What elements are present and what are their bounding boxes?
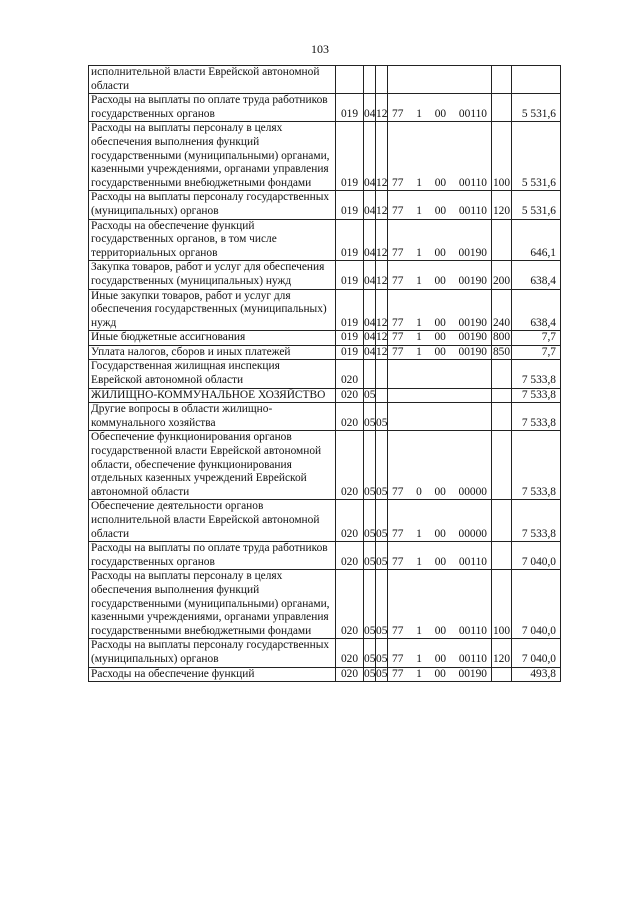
target-code-parts bbox=[388, 556, 491, 570]
row-subsection-code-cell: 05 bbox=[376, 542, 388, 570]
row-section-code-cell bbox=[364, 360, 376, 388]
target-code-part: 00110 bbox=[458, 555, 487, 568]
target-code-part: 00 bbox=[434, 624, 447, 637]
row-subsection-code-cell: 05 bbox=[376, 667, 388, 682]
row-ministry-code-cell: 020 bbox=[336, 360, 364, 388]
table-row bbox=[89, 360, 561, 388]
table-row bbox=[89, 500, 561, 542]
row-amount-cell: 493,8 bbox=[512, 667, 561, 682]
table-row bbox=[89, 94, 561, 122]
target-code-part: 00190 bbox=[458, 274, 487, 287]
row-target-code-cell bbox=[388, 261, 492, 289]
row-section-code-cell bbox=[364, 66, 376, 94]
target-code-part: 1 bbox=[416, 345, 422, 358]
row-amount-cell: 7 533,8 bbox=[512, 500, 561, 542]
row-amount-cell: 7 533,8 bbox=[512, 360, 561, 388]
row-ministry-code-cell: 020 bbox=[336, 500, 364, 542]
row-amount-cell: 7 040,0 bbox=[512, 639, 561, 667]
row-expense-type-cell: 100 bbox=[492, 122, 512, 191]
row-amount-cell: 7 533,8 bbox=[512, 431, 561, 500]
target-code-part: 77 bbox=[392, 527, 404, 540]
page-number: 103 bbox=[311, 42, 329, 56]
row-amount-cell: 7 533,8 bbox=[512, 388, 561, 403]
row-expense-type-cell bbox=[492, 66, 512, 94]
row-target-code-cell bbox=[388, 360, 492, 388]
target-code-parts bbox=[388, 108, 491, 122]
row-expense-type-cell: 120 bbox=[492, 639, 512, 667]
row-subsection-code-cell: 12 bbox=[376, 289, 388, 331]
table-row bbox=[89, 388, 561, 403]
target-code-part: 1 bbox=[416, 652, 422, 665]
target-code-part: 00190 bbox=[458, 667, 487, 680]
row-ministry-code-cell: 019 bbox=[336, 345, 364, 360]
row-subsection-code-cell: 12 bbox=[376, 94, 388, 122]
row-expense-type-cell bbox=[492, 500, 512, 542]
row-ministry-code-cell: 019 bbox=[336, 191, 364, 219]
budget-table bbox=[88, 65, 561, 682]
target-code-part: 00 bbox=[434, 204, 447, 217]
row-subsection-code-cell: 12 bbox=[376, 331, 388, 346]
row-section-code-cell: 05 bbox=[364, 667, 376, 682]
row-ministry-code-cell: 020 bbox=[336, 403, 364, 431]
row-target-code-cell bbox=[388, 431, 492, 500]
row-target-code-cell bbox=[388, 219, 492, 261]
row-name-cell: Уплата налогов, сборов и иных платежей bbox=[89, 345, 336, 360]
target-code-parts bbox=[388, 317, 491, 331]
row-ministry-code-cell: 019 bbox=[336, 219, 364, 261]
row-expense-type-cell bbox=[492, 388, 512, 403]
row-section-code-cell: 04 bbox=[364, 191, 376, 219]
target-code-part: 1 bbox=[416, 107, 422, 120]
target-code-part: 77 bbox=[392, 204, 404, 217]
target-code-parts bbox=[388, 331, 491, 345]
table-row bbox=[89, 667, 561, 682]
target-code-part: 00190 bbox=[458, 331, 487, 344]
target-code-part: 1 bbox=[416, 246, 422, 259]
row-section-code-cell: 05 bbox=[364, 403, 376, 431]
row-amount-cell: 7 040,0 bbox=[512, 570, 561, 639]
target-code-parts bbox=[388, 177, 491, 191]
row-name-cell: Расходы на выплаты персоналу государственных (муниципальных) органов bbox=[89, 191, 336, 219]
target-code-part: 00 bbox=[434, 485, 446, 498]
row-target-code-cell bbox=[388, 388, 492, 403]
target-code-part: 77 bbox=[392, 331, 404, 344]
row-name-cell: ЖИЛИЩНО-КОММУНАЛЬНОЕ ХОЗЯЙСТВО bbox=[89, 388, 336, 403]
row-amount-cell: 638,4 bbox=[512, 289, 561, 331]
row-section-code-cell: 04 bbox=[364, 219, 376, 261]
target-code-part: 00190 bbox=[458, 316, 487, 329]
table-row bbox=[89, 403, 561, 431]
row-expense-type-cell: 240 bbox=[492, 289, 512, 331]
target-code-part: 77 bbox=[392, 667, 404, 680]
table-row bbox=[89, 219, 561, 261]
table-row bbox=[89, 122, 561, 191]
target-code-part: 77 bbox=[392, 316, 404, 329]
row-name-cell: Расходы на выплаты персоналу в целях обеспечения выполнения функций государственными (муниципальными) органами, казенными учреждениями, органами управления государственными внебюджетными фондами bbox=[89, 570, 336, 639]
row-name-cell: Иные бюджетные ассигнования bbox=[89, 331, 336, 346]
row-subsection-code-cell bbox=[376, 360, 388, 388]
row-target-code-cell bbox=[388, 403, 492, 431]
row-section-code-cell: 04 bbox=[364, 94, 376, 122]
row-target-code-cell bbox=[388, 331, 492, 346]
table-row bbox=[89, 191, 561, 219]
row-subsection-code-cell: 05 bbox=[376, 500, 388, 542]
row-name-cell: Другие вопросы в области жилищно-коммунального хозяйства bbox=[89, 403, 336, 431]
target-code-part: 00 bbox=[434, 274, 446, 287]
row-ministry-code-cell: 019 bbox=[336, 331, 364, 346]
row-section-code-cell: 04 bbox=[364, 331, 376, 346]
target-code-part: 1 bbox=[416, 316, 422, 329]
target-code-part: 77 bbox=[392, 555, 404, 568]
target-code-parts bbox=[388, 205, 491, 219]
row-subsection-code-cell: 12 bbox=[376, 261, 388, 289]
target-code-part: 77 bbox=[392, 652, 404, 665]
row-name-cell: Обеспечение функционирования органов государственной власти Еврейской автономной области, обеспечение функционирования отдельных казенных учреждений Еврейской автономной области bbox=[89, 431, 336, 500]
target-code-part: 00 bbox=[434, 246, 446, 259]
target-code-part: 1 bbox=[416, 667, 422, 680]
row-subsection-code-cell bbox=[376, 388, 388, 403]
target-code-part: 00 bbox=[434, 652, 447, 665]
row-subsection-code-cell: 05 bbox=[376, 431, 388, 500]
row-amount-cell: 5 531,6 bbox=[512, 94, 561, 122]
table-row bbox=[89, 639, 561, 667]
row-target-code-cell bbox=[388, 500, 492, 542]
row-target-code-cell bbox=[388, 667, 492, 682]
row-target-code-cell bbox=[388, 289, 492, 331]
target-code-parts bbox=[388, 625, 491, 639]
table-row bbox=[89, 431, 561, 500]
row-amount-cell: 5 531,6 bbox=[512, 191, 561, 219]
target-code-part: 00 bbox=[434, 667, 446, 680]
target-code-part: 77 bbox=[392, 345, 404, 358]
row-target-code-cell bbox=[388, 570, 492, 639]
row-expense-type-cell: 100 bbox=[492, 570, 512, 639]
target-code-parts bbox=[388, 346, 491, 360]
row-name-cell: Расходы на выплаты по оплате труда работников государственных органов bbox=[89, 542, 336, 570]
row-section-code-cell: 04 bbox=[364, 261, 376, 289]
target-code-part: 00190 bbox=[458, 345, 487, 358]
row-section-code-cell: 05 bbox=[364, 388, 376, 403]
target-code-part: 00 bbox=[434, 331, 446, 344]
row-target-code-cell bbox=[388, 66, 492, 94]
table-row bbox=[89, 261, 561, 289]
row-section-code-cell: 05 bbox=[364, 500, 376, 542]
row-name-cell: исполнительной власти Еврейской автономной области bbox=[89, 66, 336, 94]
row-amount-cell: 7 533,8 bbox=[512, 403, 561, 431]
target-code-part: 1 bbox=[416, 527, 422, 540]
row-name-cell: Расходы на выплаты по оплате труда работников государственных органов bbox=[89, 94, 336, 122]
target-code-part: 00000 bbox=[458, 527, 487, 540]
row-ministry-code-cell bbox=[336, 66, 364, 94]
target-code-part: 00 bbox=[434, 527, 446, 540]
row-target-code-cell bbox=[388, 191, 492, 219]
row-amount-cell: 7 040,0 bbox=[512, 542, 561, 570]
row-amount-cell: 7,7 bbox=[512, 331, 561, 346]
target-code-part: 00 bbox=[434, 107, 447, 120]
target-code-part: 1 bbox=[416, 274, 422, 287]
target-code-part: 0 bbox=[416, 485, 422, 498]
row-expense-type-cell bbox=[492, 542, 512, 570]
row-subsection-code-cell: 05 bbox=[376, 403, 388, 431]
target-code-part: 1 bbox=[416, 624, 422, 637]
row-expense-type-cell bbox=[492, 403, 512, 431]
target-code-part: 00 bbox=[434, 176, 447, 189]
target-code-part: 00 bbox=[434, 316, 446, 329]
row-section-code-cell: 05 bbox=[364, 570, 376, 639]
target-code-part: 77 bbox=[392, 485, 404, 498]
row-name-cell: Расходы на выплаты персоналу в целях обеспечения выполнения функций государственными (муниципальными) органами, казенными учреждениями, органами управления государственными внебюджетными фондами bbox=[89, 122, 336, 191]
table-row bbox=[89, 345, 561, 360]
row-section-code-cell: 05 bbox=[364, 542, 376, 570]
row-section-code-cell: 04 bbox=[364, 122, 376, 191]
target-code-part: 77 bbox=[392, 107, 404, 120]
row-expense-type-cell bbox=[492, 360, 512, 388]
row-ministry-code-cell: 019 bbox=[336, 122, 364, 191]
row-expense-type-cell bbox=[492, 667, 512, 682]
table-row bbox=[89, 542, 561, 570]
budget-table-body bbox=[89, 66, 561, 682]
row-expense-type-cell bbox=[492, 219, 512, 261]
table-row bbox=[89, 570, 561, 639]
target-code-parts bbox=[388, 653, 491, 667]
target-code-part: 77 bbox=[392, 624, 404, 637]
row-expense-type-cell: 850 bbox=[492, 345, 512, 360]
row-ministry-code-cell: 020 bbox=[336, 388, 364, 403]
row-name-cell: Обеспечение деятельности органов исполнительной власти Еврейской автономной области bbox=[89, 500, 336, 542]
target-code-part: 00190 bbox=[458, 246, 487, 259]
row-expense-type-cell: 200 bbox=[492, 261, 512, 289]
target-code-part: 00110 bbox=[458, 652, 487, 665]
row-ministry-code-cell: 019 bbox=[336, 261, 364, 289]
row-name-cell: Иные закупки товаров, работ и услуг для обеспечения государственных (муниципальных) нужд bbox=[89, 289, 336, 331]
target-code-part: 00110 bbox=[458, 107, 487, 120]
table-row bbox=[89, 289, 561, 331]
row-subsection-code-cell: 12 bbox=[376, 191, 388, 219]
row-target-code-cell bbox=[388, 345, 492, 360]
row-section-code-cell: 04 bbox=[364, 289, 376, 331]
row-target-code-cell bbox=[388, 639, 492, 667]
table-row bbox=[89, 66, 561, 94]
target-code-parts bbox=[388, 486, 491, 500]
target-code-part: 00110 bbox=[458, 204, 487, 217]
row-expense-type-cell bbox=[492, 431, 512, 500]
row-subsection-code-cell: 12 bbox=[376, 345, 388, 360]
row-name-cell: Закупка товаров, работ и услуг для обеспечения государственных (муниципальных) нужд bbox=[89, 261, 336, 289]
row-section-code-cell: 05 bbox=[364, 431, 376, 500]
row-expense-type-cell: 800 bbox=[492, 331, 512, 346]
row-ministry-code-cell: 019 bbox=[336, 289, 364, 331]
target-code-parts bbox=[388, 668, 491, 682]
row-subsection-code-cell: 12 bbox=[376, 219, 388, 261]
row-subsection-code-cell: 05 bbox=[376, 570, 388, 639]
target-code-part: 1 bbox=[416, 204, 422, 217]
target-code-part: 00 bbox=[434, 555, 447, 568]
row-ministry-code-cell: 020 bbox=[336, 639, 364, 667]
table-row bbox=[89, 331, 561, 346]
target-code-parts bbox=[388, 275, 491, 289]
row-amount-cell: 638,4 bbox=[512, 261, 561, 289]
row-ministry-code-cell: 020 bbox=[336, 542, 364, 570]
target-code-part: 1 bbox=[416, 331, 422, 344]
row-name-cell: Расходы на обеспечение функций bbox=[89, 667, 336, 682]
target-code-parts bbox=[388, 528, 491, 542]
target-code-part: 1 bbox=[416, 176, 422, 189]
target-code-part: 77 bbox=[392, 176, 404, 189]
row-subsection-code-cell: 12 bbox=[376, 122, 388, 191]
row-amount-cell: 646,1 bbox=[512, 219, 561, 261]
row-name-cell: Расходы на обеспечение функций государственных органов, в том числе территориальных органов bbox=[89, 219, 336, 261]
row-expense-type-cell: 120 bbox=[492, 191, 512, 219]
row-amount-cell: 5 531,6 bbox=[512, 122, 561, 191]
target-code-part: 00110 bbox=[458, 176, 487, 189]
row-section-code-cell: 04 bbox=[364, 345, 376, 360]
row-ministry-code-cell: 020 bbox=[336, 570, 364, 639]
target-code-part: 00000 bbox=[458, 485, 487, 498]
row-amount-cell bbox=[512, 66, 561, 94]
row-ministry-code-cell: 020 bbox=[336, 431, 364, 500]
target-code-part: 00 bbox=[434, 345, 446, 358]
target-code-part: 00110 bbox=[458, 624, 487, 637]
row-name-cell: Расходы на выплаты персоналу государственных (муниципальных) органов bbox=[89, 639, 336, 667]
row-target-code-cell bbox=[388, 122, 492, 191]
row-target-code-cell bbox=[388, 94, 492, 122]
row-section-code-cell: 05 bbox=[364, 639, 376, 667]
row-name-cell: Государственная жилищная инспекция Еврейской автономной области bbox=[89, 360, 336, 388]
row-amount-cell: 7,7 bbox=[512, 345, 561, 360]
row-ministry-code-cell: 020 bbox=[336, 667, 364, 682]
row-target-code-cell bbox=[388, 542, 492, 570]
row-subsection-code-cell: 05 bbox=[376, 639, 388, 667]
target-code-part: 77 bbox=[392, 274, 404, 287]
row-expense-type-cell bbox=[492, 94, 512, 122]
target-code-parts bbox=[388, 247, 491, 261]
target-code-part: 1 bbox=[416, 555, 422, 568]
target-code-part: 77 bbox=[392, 246, 404, 259]
row-subsection-code-cell bbox=[376, 66, 388, 94]
row-ministry-code-cell: 019 bbox=[336, 94, 364, 122]
